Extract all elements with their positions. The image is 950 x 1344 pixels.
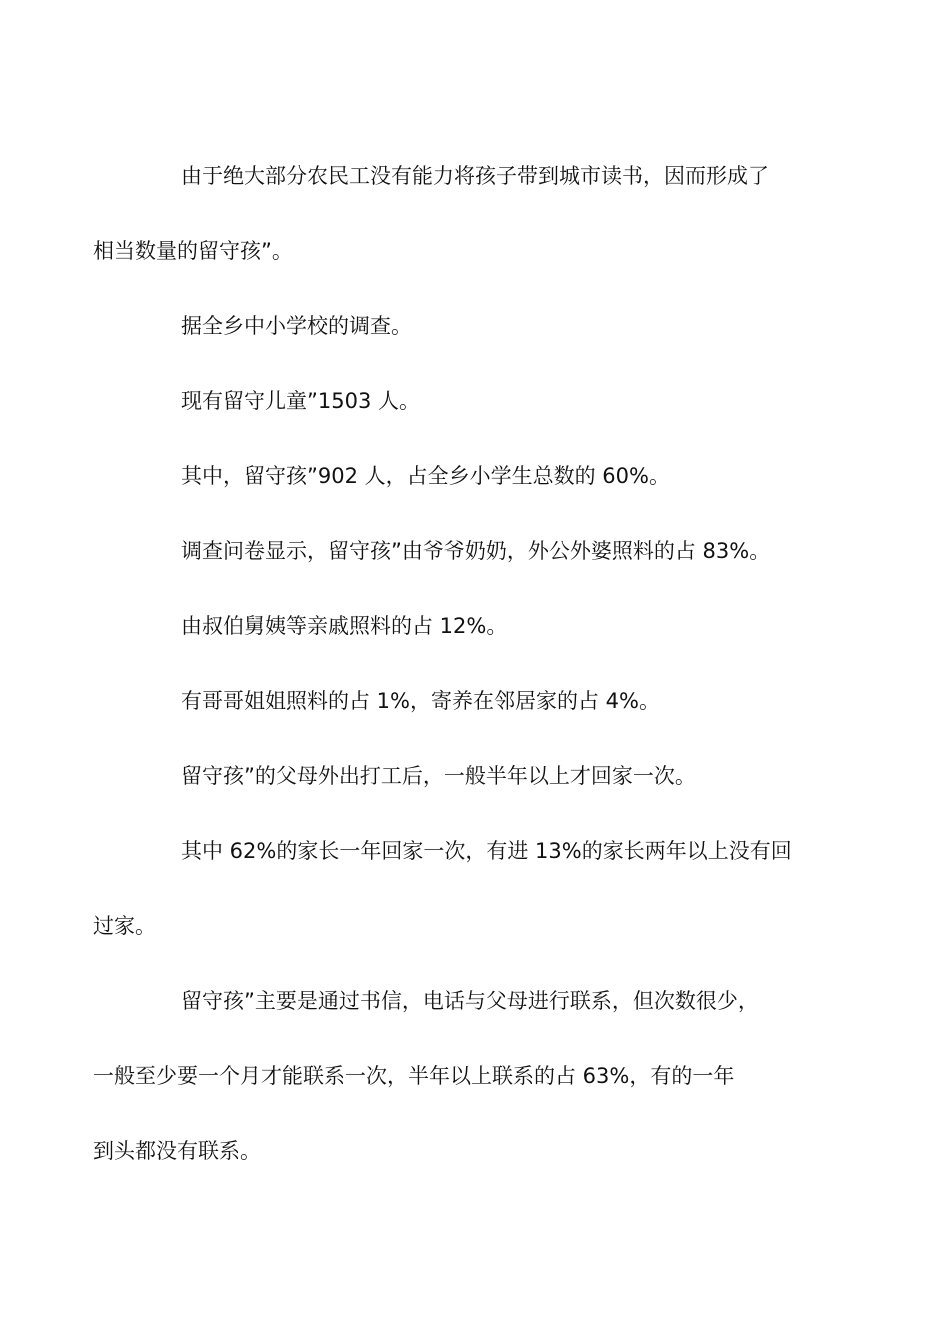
paragraph-line: 调查问卷显示，留守孩”由爷爷奶奶，外公外婆照料的占 83%。 xyxy=(181,539,771,563)
paragraph-3 xyxy=(137,364,817,439)
paragraph-line: 留守孩”主要是通过书信，电话与父母进行联系，但次数很少， xyxy=(181,989,759,1013)
paragraph-line: 留守孩”的父母外出打工后，一般半年以上才回家一次。 xyxy=(181,764,696,788)
paragraph-2 xyxy=(137,289,817,364)
paragraph-line: 一般至少要一个月才能联系一次，半年以上联系的占 63%，有的一年 xyxy=(93,1064,735,1088)
paragraph-8 xyxy=(137,739,817,814)
paragraph-6 xyxy=(137,589,817,664)
document-body xyxy=(93,139,817,1189)
paragraph-line: 其中，留守孩”902 人，占全乡小学生总数的 60%。 xyxy=(181,464,670,488)
paragraph-9 xyxy=(93,814,817,964)
paragraph-5 xyxy=(137,514,817,589)
paragraph-line: 由于绝大部分农民工没有能力将孩子带到城市读书，因而形成了 xyxy=(181,164,769,188)
paragraph-10 xyxy=(93,964,817,1189)
paragraph-4 xyxy=(137,439,817,514)
paragraph-line: 现有留守儿童”1503 人。 xyxy=(181,389,420,413)
paragraph-line: 有哥哥姐姐照料的占 1%，寄养在邻居家的占 4%。 xyxy=(181,689,660,713)
paragraph-line: 相当数量的留守孩”。 xyxy=(93,239,293,263)
paragraph-1 xyxy=(93,139,817,289)
paragraph-7 xyxy=(137,664,817,739)
paragraph-line: 过家。 xyxy=(93,914,156,938)
paragraph-line: 其中 62%的家长一年回家一次，有进 13%的家长两年以上没有回 xyxy=(181,839,792,863)
paragraph-line: 据全乡中小学校的调查。 xyxy=(181,314,412,338)
paragraph-line: 由叔伯舅姨等亲戚照料的占 12%。 xyxy=(181,614,508,638)
paragraph-line: 到头都没有联系。 xyxy=(93,1139,261,1163)
